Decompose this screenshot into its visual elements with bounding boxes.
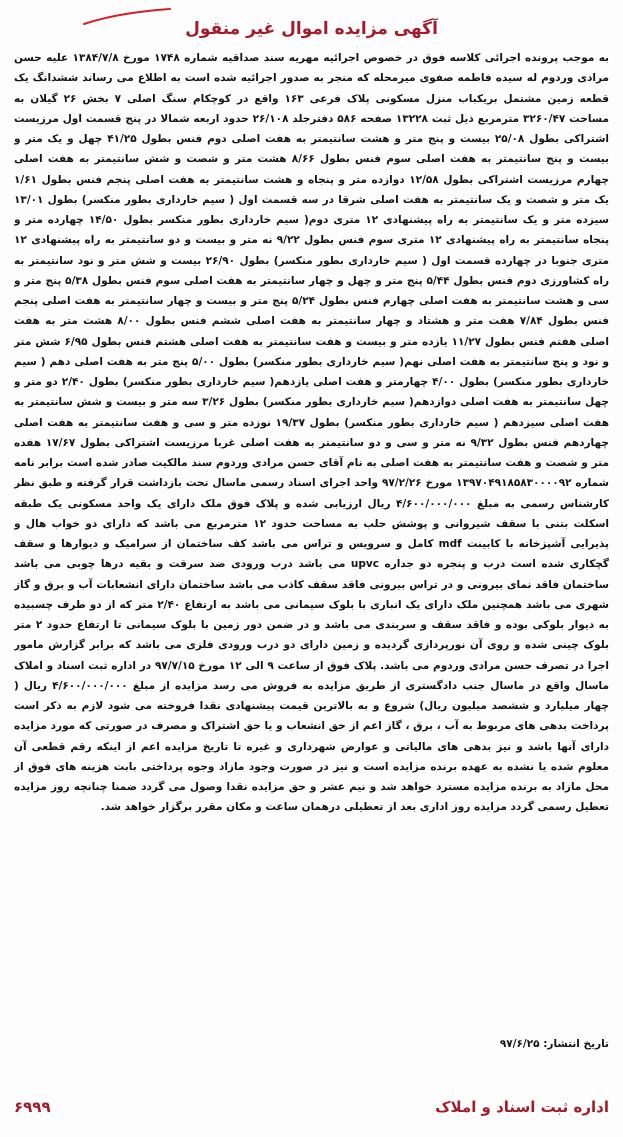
notice-body: به موجب پرونده اجرائی کلاسه فوق در خصوص اجرائیه مهریه سند صداقیه شماره ۱۷۴۸ مورخ ۱۳۸۴/۷/۸ علیه حسن مرادی وردوم له سیده فاطمه صفوی میرمحله که منجر به صدور اجرائیه شده است به اطلاع می رساند ششدانگ یک قطعه زمین مشتمل بریکباب منزل مسکونی پلاک فرعی ۱۶۳ واقع در کوچکام سنگ اصلی ۷ بخش ۲۶ گیلان به مساحت ۳۲۶۰/۴۷ مترمربع ذیل ثبت ۱۳۲۲۸ صفحه ۵۸۶ دفترجلد ۲۶/۱۰۸ حدود اربعه شمالا در پنج قسمت اول مرزیست اشتراکی بطول ۲۵/۰۸ بیست و پنج متر و هشت سانتیمتر به هفت اصلی دوم فنس بطول ۴۱/۲۵ چهل و یک متر و بیست و پنج سانتیمتر به هفت اصلی سوم فنس بطول ۸/۶۶ هشت متر و شصت و شش سانتیمتر به هفت اصلی چهارم مرزیست اشتراکی بطول ۱۲/۵۸ دوازده متر و پنجاه و هشت سانتیمتر به هفت اصلی پنجم فنس بطول ۱/۶۱ یک متر و شصت و یک سانتیمتر به هفت اصلی شرقا در سه قسمت اول ( سیم خارداری بطور منکسر) بطول ۱۳/۰۱ سیزده متر و یک سانتیمتر به راه پیشنهادی ۱۲ متری دوم( سیم خارداری بطور منکسر بطول ۱۴/۵۰ چهارده متر و پنجاه سانتیمتر به راه پیشنهادی ۱۲ متری سوم فنس بطول ۹/۲۲ نه متر و بیست و دو سانتیمتر به راه پیشنهادی ۱۲ متری جنوبا در چهارده قسمت اول ( سیم خارداری بطور منکسر) بطول ۲۶/۹۰ بیست و شش متر و نود سانتیمتر به راه کشاورزی دوم فنس بطول ۵/۴۴ پنج متر و چهل و چهار سانتیمتر به هفت اصلی سوم فنس بطول ۵/۳۸ پنج متر و سی و هشت سانتیمتر به هفت اصلی چهارم فنس بطول ۵/۲۴ پنج متر و بیست و چهار سانتیمتر به هفت اصلی پنجم فنس بطول ۷/۸۴ هفت متر و هشتاد و چهار سانتیمتر به هفت اصلی ششم فنس بطول ۸/۰۰ هشت متر به هفت اصلی هفتم فنس بطول ۱۱/۲۷ یازده متر و بیست و هفت سانتیمتر به هفت اصلی هشتم فنس بطول ۶/۹۵ شش متر و نود و پنج سانتیمتر به هفت اصلی نهم( سیم خارداری بطور منکسر) بطول ۵/۰۰ پنج متر به هفت اصلی دهم ( سیم خارداری بطور منکسر) بطول ۴/۰۰ چهارمتر و هفت اصلی یازدهم( سیم خارداری بطور منکسر) بطول ۲/۴۰ دو متر و چهل سانتیمتر به هفت اصلی دوازدهم( سیم خارداری بطور منکسر) بطول ۳/۲۶ سه متر و بیست و شش سانتیمتر به هفت اصلی سیزدهم ( سیم خارداری بطور منکسر) بطول ۱۹/۳۷ نوزده متر و سی و هفت سانتیمتر به هفت اصلی چهاردهم فنس بطول ۹/۳۲ نه متر و سی و دو سانتیمتر به هفت اصلی غربا مرزیست اشتراکی بطول ۱۷/۶۷ هفده متر و شصت و هفت سانتیمتر به هفت اصلی به نام آقای حسن مرادی وردوم سند مالکیت صادر شده است برابر نامه شماره ۱۳۹۷۰۴۹۱۸۵۸۳۰۰۰۰۹۲ مورخ ۹۷/۲/۲۶ واحد اجرای اسناد رسمی ماسال تحت بازداشت قرار گرفته و طبق نظر کارشناس رسمی به مبلغ ۴/۶۰۰/۰۰۰/۰۰۰ ریال ارزیابی شده و پلاک فوق ملک دارای یک واحد مسکونی یک طبقه اسکلت بتنی با سقف شیروانی و پوشش حلب به مساحت حدود ۱۲ مترمربع می باشد که دارای دو خواب هال و پذیرایی آشپزخانه با کابینت mdf کامل و سرویس و تراس می باشد کف ساختمان از سرامیک و دیوارها و سقف گچکاری شده است درب و پنجره دو جداره upvc می باشد درب ورودی ضد سرقت و بقیه درها چوبی می باشد ساختمان فاقد نمای بیرونی و در تراس بیرونی فاقد سقف کاذب می باشد ساختمان دارای انشعابات آب و برق و گاز شهری می باشد همچنین ملک دارای یک انباری با بلوک سیمانی می باشد به ارتفاع ۲/۴۰ متر که از دو طرف چسبیده به دیوار بلوکی بوده و فاقد سقف و سربندی می باشد و در ضمن دور زمین با بلوک سیمانی تا ارتفاع حدود ۲ متر بلوک چینی شده و روی آن نورپردازی گردیده و زمین دارای دو درب ورودی فلزی می باشد که برابر گزارش مامور اجرا در تصرف حسن مرادی وردوم می باشد. پلاک فوق از ساعت ۹ الی ۱۲ مورخ ۹۷/۷/۱۵ در اداره ثبت اسناد و املاک ماسال واقع در ماسال جنب دادگستری از طریق مزایده به فروش می رسد مزایده از مبلغ ۴/۶۰۰/۰۰۰/۰۰۰ ریال ( چهار میلیارد و ششصد میلیون ریال) شروع و به بالاترین قیمت پیشنهادی نقدا فروخته می شود لازم به ذکر است پرداخت بدهی های مربوط به آب ، برق ، گاز اعم از حق انشعاب و یا حق اشتراک و مصرف در صورتی که مورد مزایده دارای آنها باشد و نیز بدهی های مالیاتی و عوارض شهرداری و غیره تا تاریخ مزایده اعم از اینکه رقم قطعی آن معلوم شده یا نشده به عهده برنده مزایده است و نیز در صورت وجود مازاد وجوه پرداختی بابت هزینه های فوق از محل مازاد به برنده مزایده مسترد خواهد شد و نیم عشر و حق مزایده نقدا وصول می گردد ضمنا چنانچه روز مزایده تعطیل رسمی گردد مزایده روز اداری بعد از تعطیلی درهمان ساعت و مکان مقرر برگزار خواهد شد. — [14, 52, 609, 814]
issuer-name: اداره ثبت اسناد و املاک — [435, 1098, 609, 1116]
publish-date: تاریخ انتشار: ۹۷/۶/۲۵ — [499, 1038, 609, 1050]
notice-footer — [14, 1087, 609, 1127]
notice-title: آگهی مزایده اموال غیر منقول — [185, 19, 438, 39]
red-pen-mark-icon — [82, 6, 172, 28]
notice-code: ۶۹۹۹ — [14, 1098, 51, 1116]
